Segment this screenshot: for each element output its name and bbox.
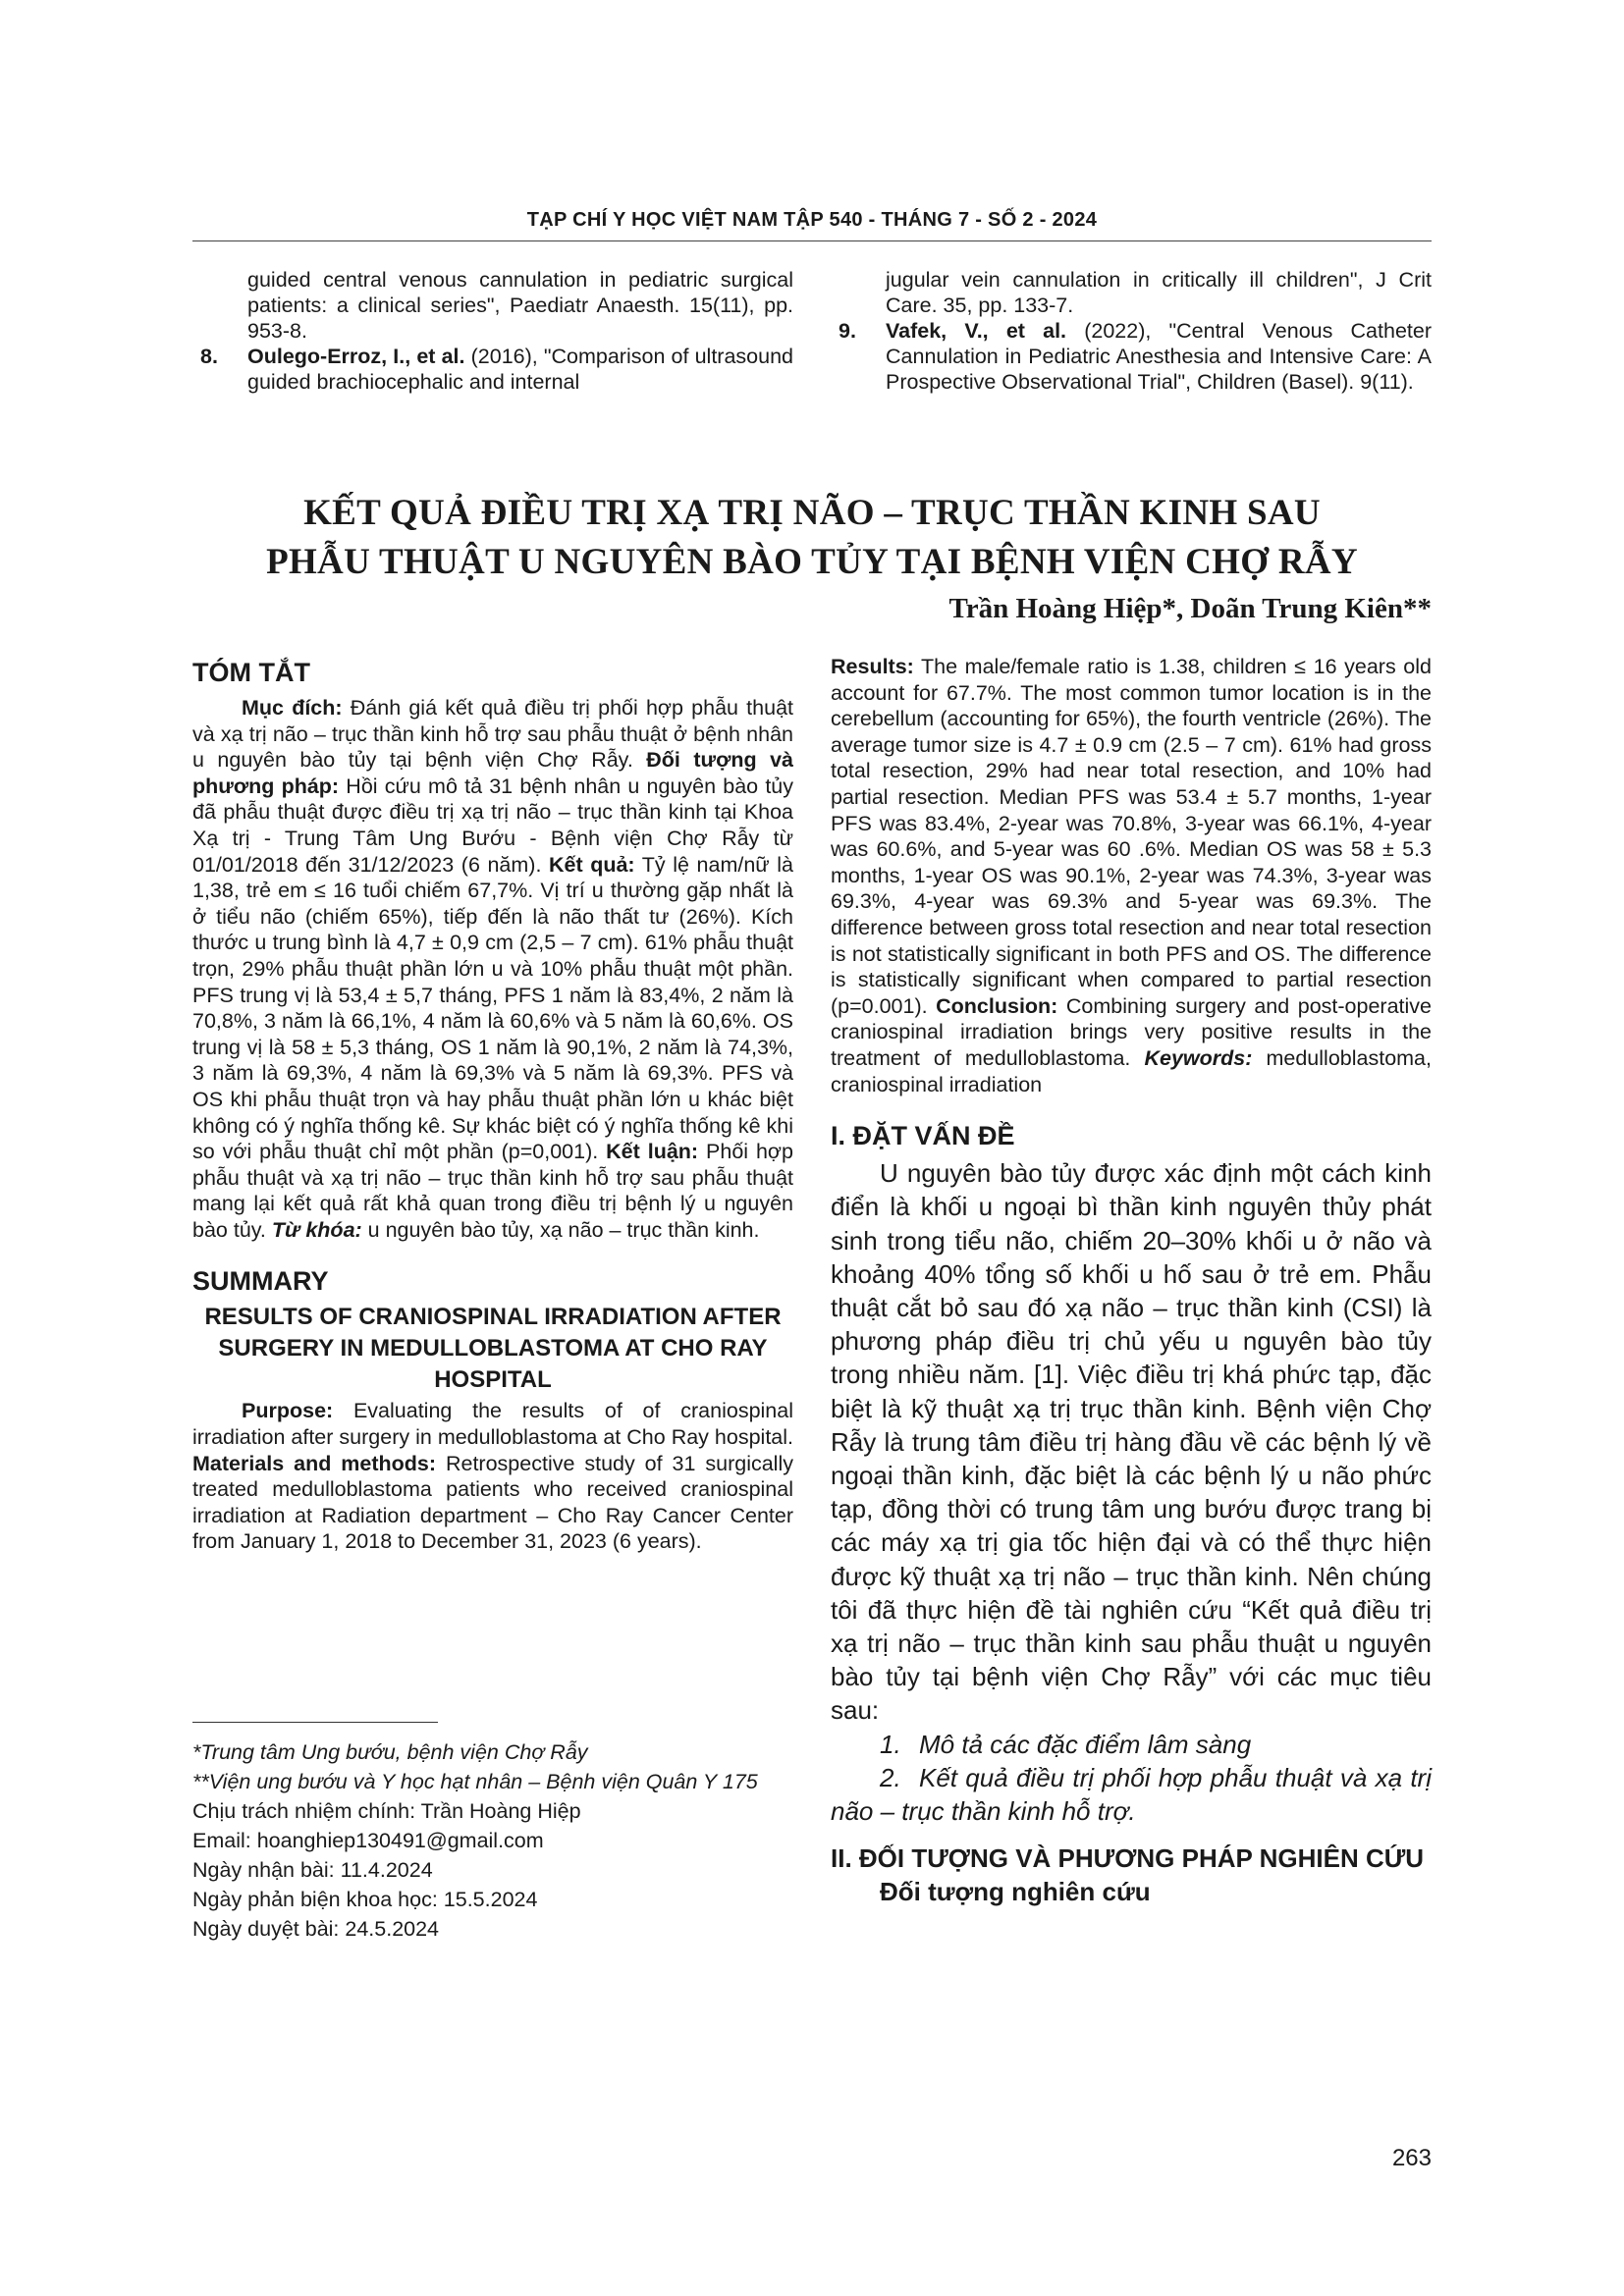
reference-authors: Oulego-Erroz, I., et al. — [247, 345, 465, 368]
footnote-received: Ngày nhận bài: 11.4.2024 — [192, 1858, 433, 1882]
footnote-divider — [192, 1722, 438, 1723]
summary-text-part1: Purpose: Evaluating the results of of craniospinal irradiation after surgery in medulloblastoma at Cho Ray hospital. Materials and methods: Retrospective study of 31 surgically treated medulloblastoma patients who received craniospinal irradiation at Radiation department – Cho Ray Cancer Center from January 1, 2018 to December 31, 2023 (6 years). — [192, 1399, 793, 1554]
reference-continuation: guided central venous cannulation in pediatric surgical patients: a clinical series", Paediatr Anaesth. 15(11), pp. 953-8. — [247, 268, 793, 343]
references-right — [831, 267, 1432, 395]
reference-text: (2022), "Central Venous Catheter Cannulation in Pediatric Anesthesia and Intensive Care: A Prospective Observational Trial", Children (Basel). 9(11). — [886, 319, 1432, 394]
footnote-affiliation-2: **Viện ung bướu và Y học hạt nhân – Bệnh viện Quân Y 175 — [192, 1770, 758, 1793]
reference-9 — [831, 318, 1432, 395]
footnote-affiliation-1: *Trung tâm Ung bướu, bệnh viện Chợ Rẫy — [192, 1740, 588, 1764]
footnote-email: Email: hoanghiep130491@gmail.com — [192, 1829, 544, 1852]
footnote-accepted: Ngày duyệt bài: 24.5.2024 — [192, 1917, 440, 1941]
references-left — [192, 267, 793, 395]
section-2-subheading: Đối tượng nghiên cứu — [880, 1877, 1151, 1907]
running-header: TẠP CHÍ Y HỌC VIỆT NAM TẬP 540 - THÁNG 7 - SỐ 2 - 2024 — [526, 209, 1098, 231]
section-1-heading: I. ĐẶT VẤN ĐỀ — [831, 1121, 1015, 1151]
summary-text-part2: Results: The male/female ratio is 1.38, children ≤ 16 years old account for 67.7%. The most common tumor location is in the cerebellum (accounting for 65%), the fourth ventricle (26%). The average tumor size is 4.7 ± 0.9 cm (2.5 – 7 cm). 61% had gross total resection, 29% had near total resection, and 10% had partial resection. Median PFS was 53.4 ± 5.7 months, 1-year PFS was 83.4%, 2-year was 70.8%, 3-year was 66.1%, 4-year was 60.6%, and 5-year was 60 .6%. Median OS was 58 ± 5.3 months, 1-year OS was 90.1%, 2-year was 74.3%, 3-year was 69.3%, 4-year was 69.3% and 5-year was 69.3%. The difference between gross total resection and near total resection is not statistically significant in both PFS and OS. The difference is statistically significant when compared to partial resection (p=0.001). Conclusion: Combining surgery and post-operative craniospinal irradiation brings very positive results in the treatment of medulloblastoma. Keywords: medulloblastoma, craniospinal irradiation — [831, 655, 1432, 1096]
footnote-responsible: Chịu trách nhiệm chính: Trần Hoàng Hiệp — [192, 1799, 581, 1823]
objective-2: 2. Kết quả điều trị phối hợp phẫu thuật và xạ trị não – trục thần kinh hỗ trợ. — [831, 1762, 1432, 1826]
abstract-vn-text: Mục đích: Đánh giá kết quả điều trị phối hợp phẫu thuật và xạ trị não – trục thần kinh hỗ trợ sau phẫu thuật ở bệnh nhân u nguyên bào tủy tại bệnh viện Chợ Rẫy. Đối tượng và phương pháp: Hồi cứu mô tả 31 bệnh nhân u nguyên bào tủy đã phẫu thuật được điều trị xạ trị não – trục thần kinh tại Khoa Xạ trị - Trung Tâm Ung Bướu - Bệnh viện Chợ Rẫy từ 01/01/2018 đến 31/12/2023 (6 năm). Kết quả: Tỷ lệ nam/nữ là 1,38, trẻ em ≤ 16 tuổi chiếm 67,7%. Vị trí u thường gặp nhất là ở tiểu não (chiếm 65%), tiếp đến là não thất tư (26%). Kích thước u trung bình là 4,7 ± 0,9 cm (2,5 – 7 cm). 61% phẫu thuật trọn, 29% phẫu thuật phần lớn u và 10% phẫu thuật một phần. PFS trung vị là 53,4 ± 5,7 tháng, PFS 1 năm là 83,4%, 2 năm là 70,8%, 3 năm là 66,1%, 4 năm là 60,6% và 5 năm là 60,6%. OS trung vị là 58 ± 5,3 tháng, OS 1 năm là 90,1%, 2 năm là 74,3%, 3 năm là 69,3%, 4 năm là 69,3% và 5 năm là 69,3%. PFS và OS khi phẫu thuật trọn và hay phẫu thuật phần lớn u khác biệt không có ý nghĩa thống kê. Sự khác biệt có ý nghĩa thống kê khi so với phẫu thuật chỉ một phần (p=0,001). Kết luận: Phối hợp phẫu thuật và xạ trị não – trục thần kinh hỗ trợ sau phẫu thuật mang lại kết quả rất khả quan trong điều trị bệnh lý u nguyên bào tủy. Từ khóa: u nguyên bào tủy, xạ não – trục thần kinh. — [192, 696, 794, 1242]
article-title-line: PHẪU THUẬT U NGUYÊN BÀO TỦY TẠI BỆNH VIỆN CHỢ RẪY — [266, 542, 1358, 582]
footnote-reviewed: Ngày phản biện khoa học: 15.5.2024 — [192, 1888, 538, 1911]
article-title-line: KẾT QUẢ ĐIỀU TRỊ XẠ TRỊ NÃO – TRỤC THẦN KINH SAU — [303, 493, 1321, 533]
section-1-text: U nguyên bào tủy được xác định một cách kinh điển là khối u ngoại bì thần kinh nguyên thủy phát sinh trong tiểu não, chiếm 20–30% khối u ở não và khoảng 40% tổng số khối u hố sau ở trẻ em. Phẫu thuật cắt bỏ sau đó xạ não – trục thần kinh (CSI) là phương pháp điều trị chủ yếu u nguyên bào tủy trong nhiều năm. [1]. Việc điều trị khá phức tạp, đặc biệt là kỹ thuật xạ trị trục thần kinh. Bệnh viện Chợ Rẫy là trung tâm điều trị hàng đầu về các bệnh lý về ngoại thần kinh, đặc biệt là các bệnh lý u não phức tạp, đồng thời có trung tâm ung bướu được trang bị các máy xạ trị gia tốc hiện đại và có thể thực hiện được kỹ thuật xạ trị não – trục thần kinh. Nên chúng tôi đã thực hiện đề tài nghiên cứu “Kết quả điều trị xạ trị não – trục thần kinh sau phẫu thuật u nguyên bào tủy tại bệnh viện Chợ Rẫy” với các mục tiêu sau: — [831, 1158, 1432, 1726]
reference-8 — [192, 344, 793, 395]
reference-authors: Vafek, V., et al. — [886, 319, 1067, 343]
summary-title: RESULTS OF CRANIOSPINAL IRRADIATION AFTER SURGERY IN MEDULLOBLASTOMA AT CHO RAY HOSPITAL — [204, 1304, 782, 1394]
objective-1: 1. Mô tả các đặc điểm lâm sàng — [880, 1729, 1252, 1759]
reference-number: 8. — [200, 345, 218, 368]
reference-number: 9. — [839, 319, 856, 343]
summary-heading: SUMMARY — [192, 1266, 329, 1297]
abstract-column — [192, 656, 793, 1555]
reference-text: (2016), "Comparison of ultrasound guided brachiocephalic and internal — [247, 345, 793, 394]
footnotes — [192, 1737, 793, 1944]
page-number: 263 — [1391, 2145, 1432, 2171]
article-title — [192, 489, 1432, 587]
main-column-right — [831, 654, 1432, 1908]
section-2-heading: II. ĐỐI TƯỢNG VÀ PHƯƠNG PHÁP NGHIÊN CỨU — [831, 1843, 1425, 1874]
header-divider — [192, 240, 1432, 241]
reference-continuation: jugular vein cannulation in critically ill children", J Crit Care. 35, pp. 133-7. — [886, 268, 1432, 317]
article-authors: Trần Hoàng Hiệp*, Doãn Trung Kiên** — [948, 593, 1432, 624]
abstract-vn-heading: TÓM TẮT — [192, 658, 310, 687]
